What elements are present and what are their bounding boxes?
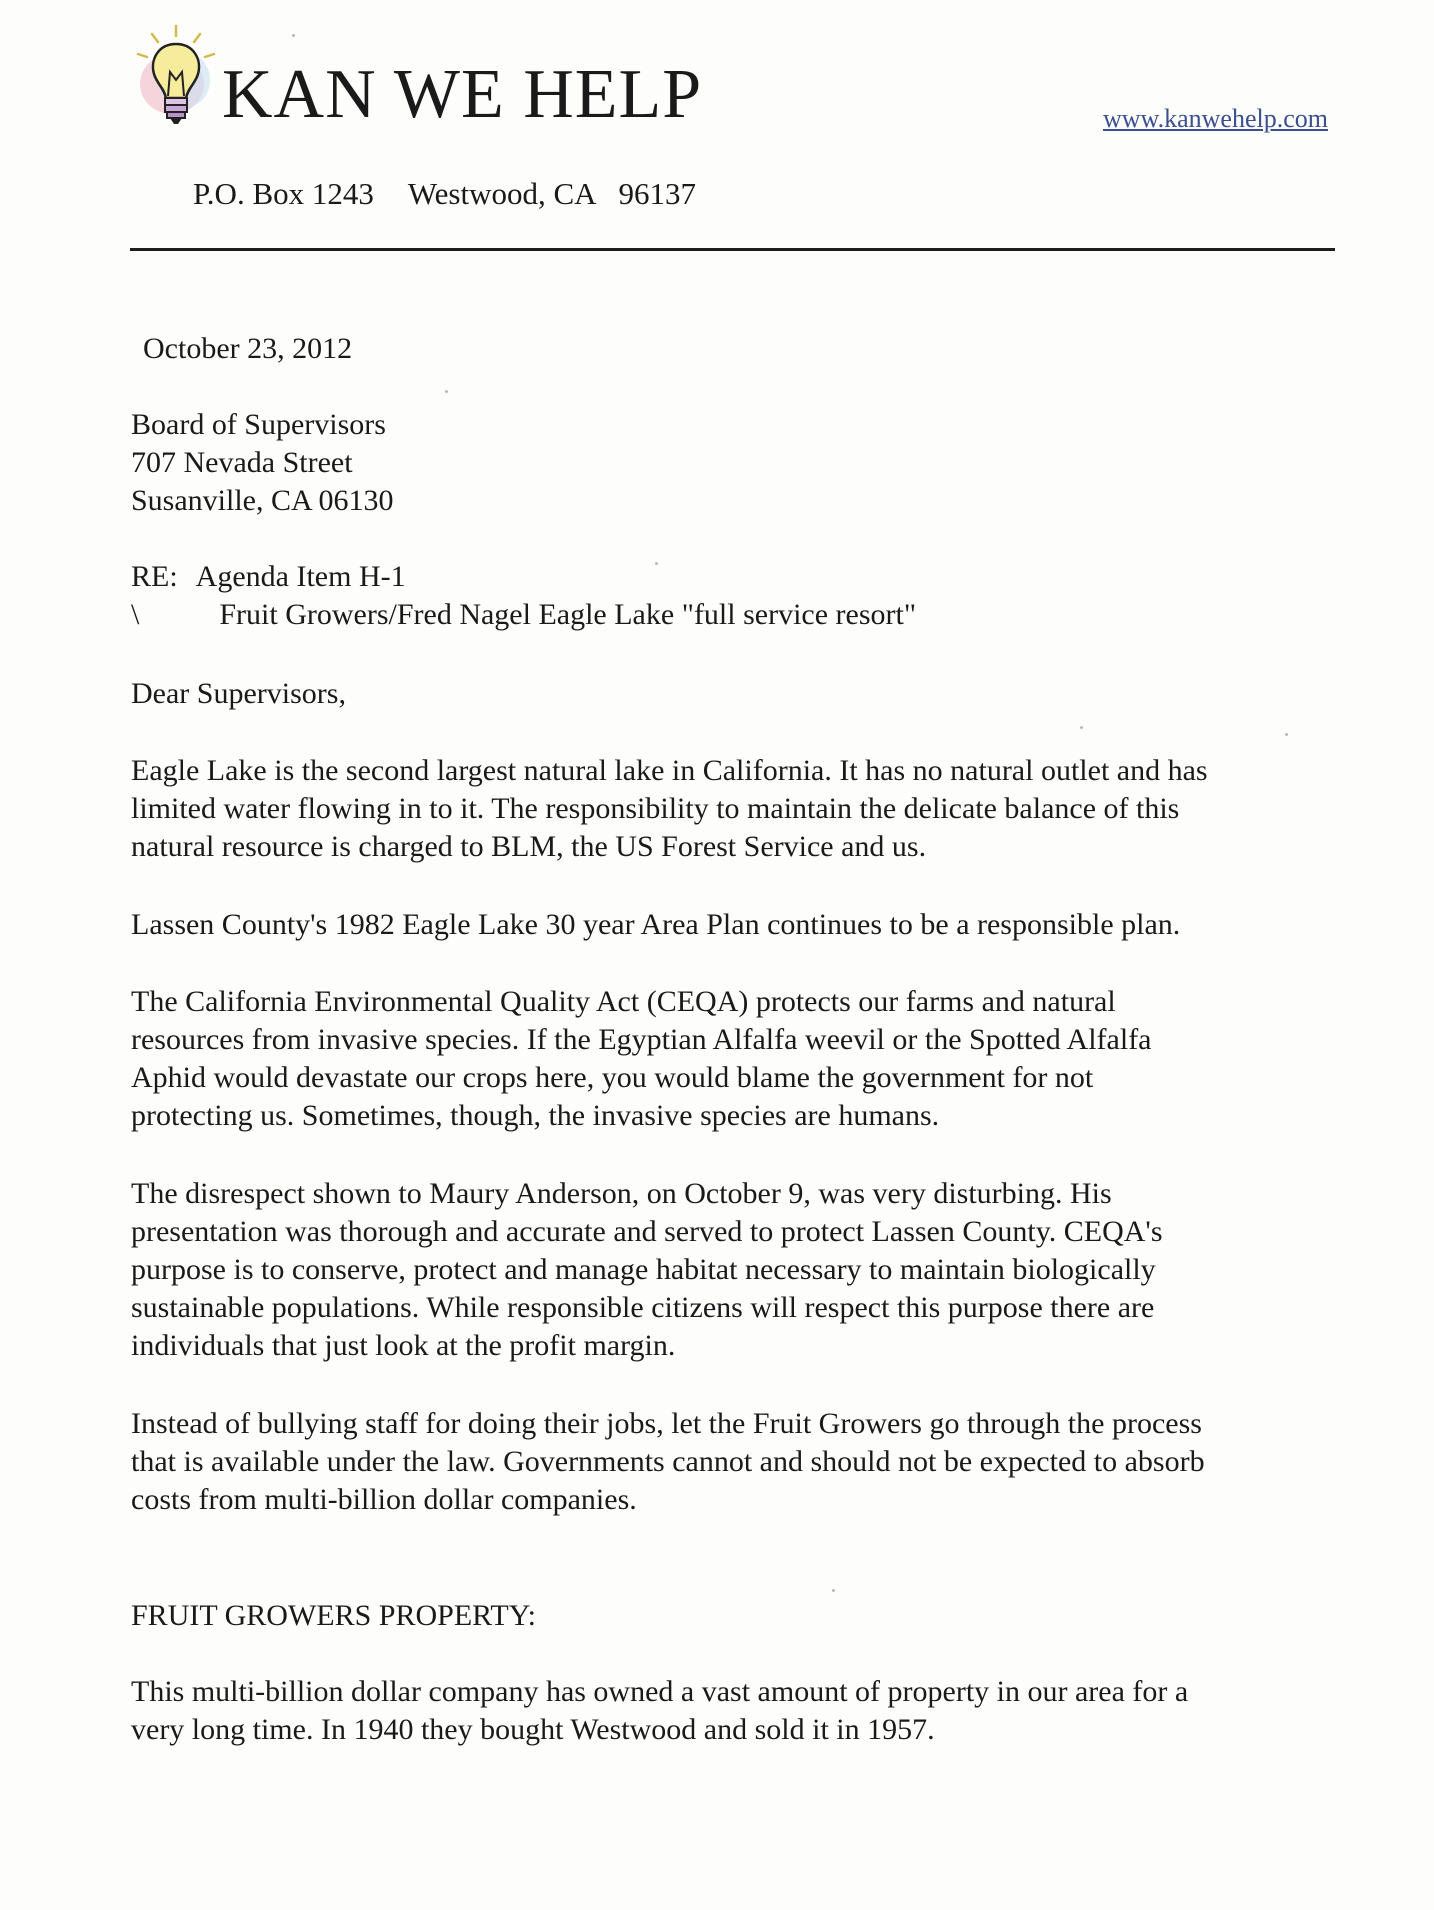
scan-speck — [292, 34, 295, 37]
paragraph-5 — [131, 1405, 1341, 1519]
salutation: Dear Supervisors, — [131, 677, 346, 710]
paragraph-line: limited water flowing in to it. The responsibility to maintain the delicate balance of this — [131, 792, 1180, 825]
recipient-street: 707 Nevada Street — [131, 446, 353, 479]
scan-speck — [445, 390, 448, 393]
agenda-item: Agenda Item H-1 — [195, 560, 406, 593]
paragraph-line: costs from multi-billion dollar companies. — [131, 1483, 637, 1516]
subject-marker: \ — [131, 598, 140, 631]
paragraph-line: that is available under the law. Governments cannot and should not be expected to absorb — [131, 1445, 1205, 1478]
website-link[interactable]: www.kanwehelp.com — [1102, 104, 1328, 133]
paragraph-4 — [131, 1175, 1341, 1365]
paragraph-line: Aphid would devastate our crops here, you would blame the government for not — [131, 1061, 1094, 1094]
scan-speck — [1285, 733, 1288, 736]
paragraph-line: Eagle Lake is the second largest natural lake in California. It has no natural outlet and has — [131, 754, 1208, 787]
scan-speck — [655, 562, 658, 565]
paragraph-3 — [131, 983, 1341, 1135]
paragraph-1 — [131, 752, 1341, 866]
subject-detail: Fruit Growers/Fred Nagel Eagle Lake "full service resort" — [219, 598, 917, 631]
paragraph-2 — [131, 906, 1341, 944]
section-paragraph — [131, 1673, 1341, 1749]
paragraph-line: The California Environmental Quality Act (CEQA) protects our farms and natural — [131, 985, 1116, 1018]
paragraph-line: resources from invasive species. If the Egyptian Alfalfa weevil or the Spotted Alfalfa — [131, 1023, 1152, 1056]
section-heading: FRUIT GROWERS PROPERTY: — [131, 1599, 536, 1632]
po-box: P.O. Box 1243 — [193, 176, 374, 211]
paragraph-line: very long time. In 1940 they bought Westwood and sold it in 1957. — [131, 1713, 935, 1746]
letterhead-divider — [130, 248, 1335, 251]
scan-speck — [1080, 726, 1083, 729]
lightbulb-icon — [132, 22, 224, 132]
sender-city-state: Westwood, CA — [407, 176, 597, 211]
recipient-name: Board of Supervisors — [131, 408, 386, 441]
sender-address — [193, 176, 696, 212]
paragraph-line: purpose is to conserve, protect and manage habitat necessary to maintain biologically — [131, 1253, 1156, 1286]
paragraph-line: natural resource is charged to BLM, the US Forest Service and us. — [131, 830, 927, 863]
scan-speck — [832, 1589, 835, 1592]
sender-zip: 96137 — [618, 176, 697, 211]
paragraph-line: The disrespect shown to Maury Anderson, on October 9, was very disturbing. His — [131, 1177, 1112, 1210]
paragraph-line: sustainable populations. While responsible citizens will respect this purpose there are — [131, 1291, 1155, 1324]
organization-name: KAN WE HELP — [222, 56, 703, 133]
paragraph-line: This multi-billion dollar company has owned a vast amount of property in our area for a — [131, 1675, 1189, 1708]
paragraph-line: Lassen County's 1982 Eagle Lake 30 year Area Plan continues to be a responsible plan. — [131, 908, 1181, 941]
subject-detail-line — [131, 596, 916, 634]
letter-date: October 23, 2012 — [143, 332, 353, 365]
recipient-city: Susanville, CA 06130 — [131, 484, 394, 517]
paragraph-line: Instead of bullying staff for doing their jobs, let the Fruit Growers go through the process — [131, 1407, 1202, 1440]
subject-line — [131, 558, 406, 596]
re-label: RE: — [131, 560, 178, 593]
paragraph-line: presentation was thorough and accurate and served to protect Lassen County. CEQA's — [131, 1215, 1163, 1248]
paragraph-line: individuals that just look at the profit margin. — [131, 1329, 676, 1362]
paragraph-line: protecting us. Sometimes, though, the invasive species are humans. — [131, 1099, 940, 1132]
